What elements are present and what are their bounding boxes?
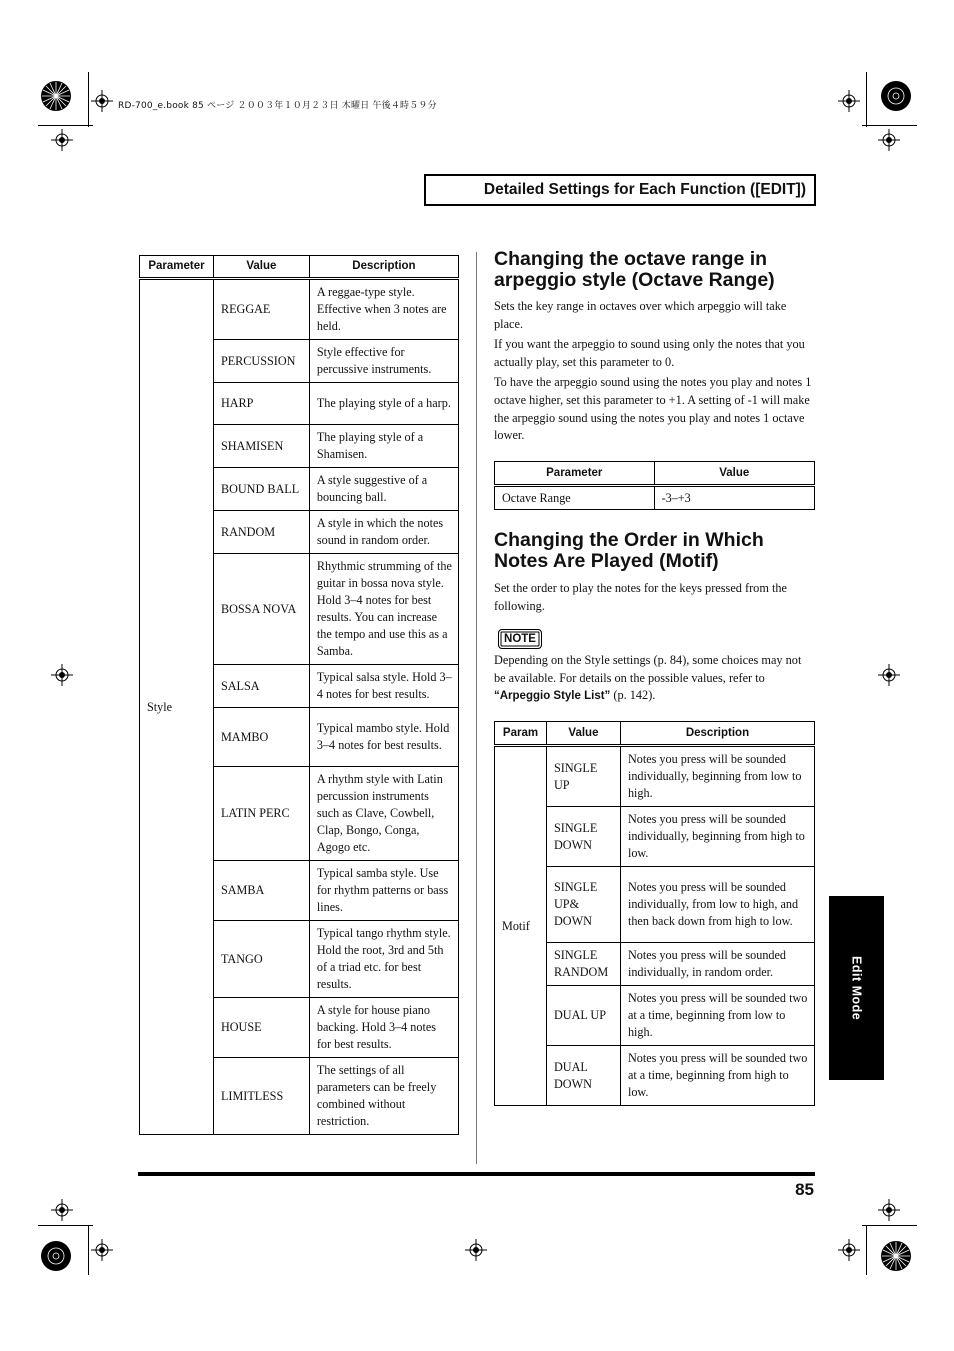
value-cell: SHAMISEN <box>213 425 309 468</box>
crosshair-mark-icon <box>91 90 113 112</box>
crop-mark <box>866 72 867 127</box>
value-cell: -3–+3 <box>654 486 814 510</box>
column-divider <box>476 252 477 1164</box>
value-cell: BOUND BALL <box>213 468 309 511</box>
value-cell: HARP <box>213 383 309 425</box>
note-text-start: Depending on the Style settings (p. 84), some choices may not be available. For details on the possible values, refer to <box>494 653 802 685</box>
arpeggio-style-list-link[interactable]: “Arpeggio Style List” <box>494 690 611 703</box>
table-row <box>140 279 459 340</box>
description-cell: Notes you press will be sounded individually, beginning from high to low. <box>620 807 814 867</box>
column-header: Parameter <box>495 462 655 486</box>
note-text <box>494 652 816 706</box>
parameter-cell: Style <box>140 279 214 1135</box>
description-cell: Notes you press will be sounded two at a time, beginning from high to low. <box>620 1046 814 1106</box>
crosshair-mark-icon <box>91 1239 113 1261</box>
description-cell: Notes you press will be sounded two at a time, beginning from low to high. <box>620 986 814 1046</box>
description-cell: The playing style of a Shamisen. <box>309 425 458 468</box>
description-cell: A style in which the notes sound in random order. <box>309 511 458 554</box>
value-cell: SAMBA <box>213 861 309 921</box>
motif-intro: Set the order to play the notes for the keys pressed from the following. <box>494 581 787 613</box>
octave-range-body <box>494 298 816 445</box>
table-row <box>495 486 815 510</box>
style-table <box>139 255 459 1135</box>
value-cell: MAMBO <box>213 708 309 767</box>
description-cell: Typical salsa style. Hold 3–4 notes for best results. <box>309 665 458 708</box>
octave-range-heading: Changing the octave range in arpeggio style (Octave Range) <box>494 248 775 291</box>
crosshair-mark-icon <box>838 90 860 112</box>
crosshair-mark-icon <box>878 129 900 151</box>
crop-mark <box>862 1225 917 1226</box>
value-cell: SINGLE UP& DOWN <box>546 867 620 943</box>
note-text-end: (p. 142). <box>610 688 656 703</box>
parameter-cell: Motif <box>495 746 547 1106</box>
table-row <box>495 746 815 807</box>
column-header: Value <box>654 462 814 486</box>
column-header: Param <box>495 722 547 746</box>
page-number: 85 <box>795 1180 814 1199</box>
crosshair-mark-icon <box>51 129 73 151</box>
description-cell: A style suggestive of a bouncing ball. <box>309 468 458 511</box>
edit-mode-side-tab <box>829 896 884 1080</box>
description-cell: A reggae-type style. Effective when 3 notes are held. <box>309 279 458 340</box>
column-header: Value <box>546 722 620 746</box>
registration-rosette-icon <box>40 80 72 112</box>
motif-heading: Changing the Order in Which Notes Are Played (Motif) <box>494 529 764 572</box>
description-cell: Typical samba style. Use for rhythm patterns or bass lines. <box>309 861 458 921</box>
crop-mark <box>38 125 93 126</box>
description-cell: Style effective for percussive instruments. <box>309 340 458 383</box>
print-job-line: RD-700_e.book 85 ページ ２００３年１０月２３日 木曜日 午後４時５９分 <box>118 101 437 111</box>
description-cell: Notes you press will be sounded individually, in random order. <box>620 943 814 986</box>
value-cell: SALSA <box>213 665 309 708</box>
description-cell: The playing style of a harp. <box>309 383 458 425</box>
value-cell: SINGLE RANDOM <box>546 943 620 986</box>
description-cell: Notes you press will be sounded individually, from low to high, and then back down from high to low. <box>620 867 814 943</box>
crop-mark <box>38 1225 93 1226</box>
registration-rosette-icon <box>880 1240 912 1272</box>
crop-mark <box>866 1225 867 1275</box>
value-cell: BOSSA NOVA <box>213 554 309 665</box>
crop-mark <box>862 125 917 126</box>
value-cell: TANGO <box>213 921 309 998</box>
value-cell: REGGAE <box>213 279 309 340</box>
value-cell: LIMITLESS <box>213 1058 309 1135</box>
description-cell: Typical tango rhythm style. Hold the root, 3rd and 5th of a triad etc. for best results. <box>309 921 458 998</box>
column-header: Description <box>620 722 814 746</box>
registration-rosette-icon <box>40 1240 72 1272</box>
value-cell: SINGLE DOWN <box>546 807 620 867</box>
crosshair-mark-icon <box>51 664 73 686</box>
value-cell: DUAL DOWN <box>546 1046 620 1106</box>
paragraph: Sets the key range in octaves over which arpeggio will take place. <box>494 299 787 331</box>
value-cell: HOUSE <box>213 998 309 1058</box>
column-header: Description <box>309 256 458 279</box>
octave-range-table <box>494 461 815 510</box>
note-badge: NOTE <box>498 629 542 649</box>
column-header: Parameter <box>140 256 214 279</box>
crosshair-mark-icon <box>465 1239 487 1261</box>
column-header: Value <box>213 256 309 279</box>
crop-mark <box>88 1225 89 1275</box>
crosshair-mark-icon <box>838 1239 860 1261</box>
paragraph: If you want the arpeggio to sound using only the notes that you actually play, set this parameter to 0. <box>494 337 805 369</box>
description-cell: A style for house piano backing. Hold 3–4 notes for best results. <box>309 998 458 1058</box>
value-cell: LATIN PERC <box>213 767 309 861</box>
crosshair-mark-icon <box>51 1199 73 1221</box>
footer-rule <box>138 1172 815 1176</box>
paragraph: To have the arpeggio sound using the notes you play and notes 1 octave higher, set this parameter to +1. A setting of -1 will make the arpeggio sound using the notes you play and notes 1 octave lower. <box>494 375 812 443</box>
description-cell: Rhythmic strumming of the guitar in bossa nova style. Hold 3–4 notes for best results. You can increase the tempo and use this as a Samba. <box>309 554 458 665</box>
description-cell: Typical mambo style. Hold 3–4 notes for best results. <box>309 708 458 767</box>
value-cell: SINGLE UP <box>546 746 620 807</box>
description-cell: A rhythm style with Latin percussion instruments such as Clave, Cowbell, Clap, Bongo, Conga, Agogo etc. <box>309 767 458 861</box>
crosshair-mark-icon <box>878 1199 900 1221</box>
value-cell: RANDOM <box>213 511 309 554</box>
description-cell: The settings of all parameters can be freely combined without restriction. <box>309 1058 458 1135</box>
crop-mark <box>88 72 89 127</box>
registration-rosette-icon <box>880 80 912 112</box>
section-header-title: Detailed Settings for Each Function ([EDIT]) <box>483 181 806 198</box>
description-cell: Notes you press will be sounded individually, beginning from low to high. <box>620 746 814 807</box>
motif-table <box>494 721 815 1106</box>
section-header <box>424 174 816 206</box>
value-cell: PERCUSSION <box>213 340 309 383</box>
side-tab-label: Edit Mode <box>849 955 864 1021</box>
value-cell: DUAL UP <box>546 986 620 1046</box>
crosshair-mark-icon <box>878 664 900 686</box>
parameter-cell: Octave Range <box>495 486 655 510</box>
